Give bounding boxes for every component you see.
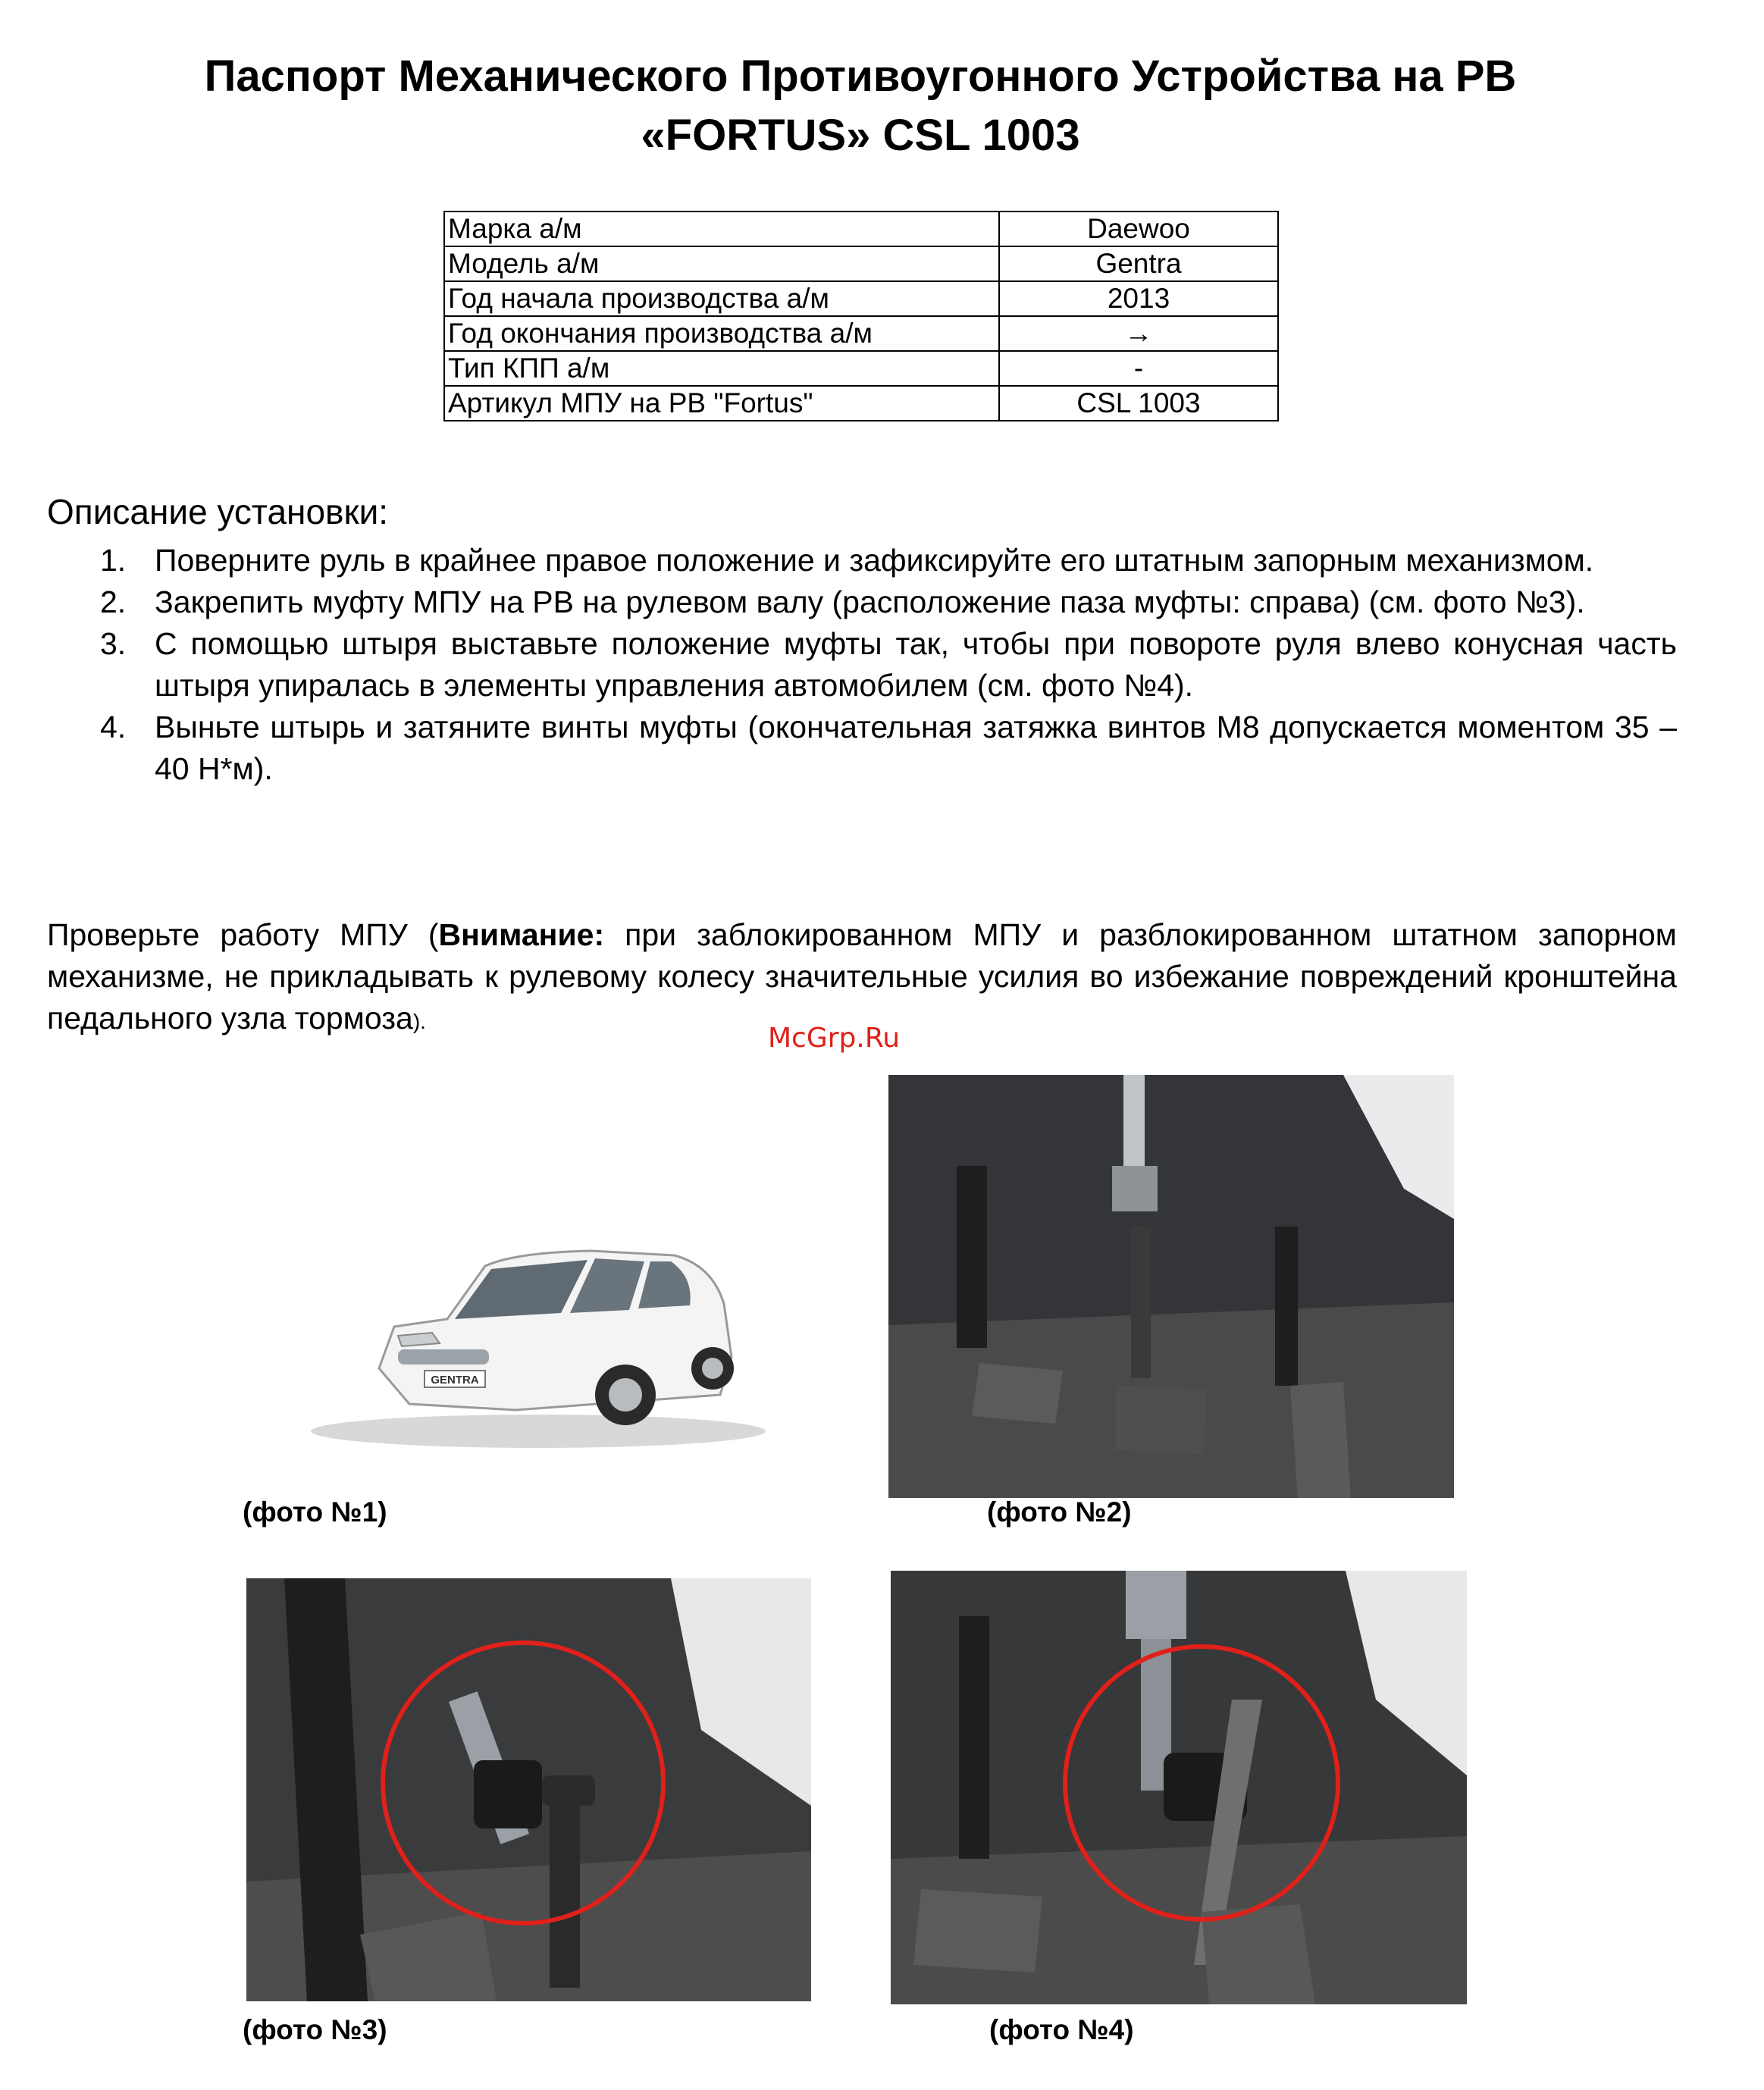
table-row xyxy=(444,212,1278,246)
spec-value: CSL 1003 xyxy=(999,386,1278,421)
pin-scene xyxy=(891,1571,1467,2004)
spec-value: → xyxy=(999,316,1278,351)
table-row xyxy=(444,351,1278,386)
photo-pedals xyxy=(888,1075,1454,1498)
photo-caption: (фото №2) xyxy=(987,1496,1132,1528)
step-number: 1. xyxy=(100,543,127,578)
step-text: Поверните руль в крайнее правое положение и зафиксируйте его штатным запорным механизмом. xyxy=(155,543,1594,578)
car-badge: GENTRA xyxy=(431,1374,479,1387)
spec-label: Артикул МПУ на РВ "Fortus" xyxy=(444,386,999,421)
photo-caption: (фото №3) xyxy=(243,2014,387,2045)
table-row xyxy=(444,386,1278,421)
spec-value: 2013 xyxy=(999,281,1278,316)
watermark: McGrp.Ru xyxy=(768,1023,901,1054)
installation-heading: Описание установки: xyxy=(47,492,389,531)
step-number: 2. xyxy=(100,584,127,619)
title-line-1: Паспорт Механического Противоугонного Устройства на РВ xyxy=(204,52,1517,101)
table-row xyxy=(444,246,1278,281)
step-text: Выньте штырь и затяните винты муфты (окончательная затяжка винтов М8 допускается моментом 35 – 40 Н*м). xyxy=(155,710,1677,786)
spec-value: Gentra xyxy=(999,246,1278,281)
spec-label: Год начала производства а/м xyxy=(444,281,999,316)
installation-steps xyxy=(47,540,1677,790)
vehicle-spec-table xyxy=(443,211,1279,421)
spec-label: Год окончания производства а/м xyxy=(444,316,999,351)
list-item xyxy=(47,581,1677,623)
spec-value: - xyxy=(999,351,1278,386)
spec-label: Модель а/м xyxy=(444,246,999,281)
list-item xyxy=(47,623,1677,707)
step-text: С помощью штыря выставьте положение муфты так, чтобы при повороте руля влево конусная часть штыря упиралась в элементы управления автомобилем (см. фото №4). xyxy=(155,626,1677,703)
note-prefix: Проверьте работу МПУ ( xyxy=(47,917,439,952)
note-attention-label: Внимание: xyxy=(438,917,605,952)
photo-caption: (фото №1) xyxy=(243,1496,387,1528)
spec-value: Daewoo xyxy=(999,212,1278,246)
table-row xyxy=(444,316,1278,351)
step-text: Закрепить муфту МПУ на РВ на рулевом валу (расположение паза муфты: справа) (см. фото №3). xyxy=(155,584,1585,619)
step-number: 4. xyxy=(100,710,127,744)
spec-label: Тип КПП а/м xyxy=(444,351,999,386)
page-title xyxy=(0,47,1721,165)
coupling-scene xyxy=(246,1578,811,2001)
photo-car xyxy=(288,1205,773,1455)
photo-coupling-installed xyxy=(246,1578,811,2001)
table-row xyxy=(444,281,1278,316)
photo-caption: (фото №4) xyxy=(989,2014,1134,2045)
title-line-2: «FORTUS» CSL 1003 xyxy=(641,111,1080,160)
step-number: 3. xyxy=(100,626,127,661)
photo-pin-position xyxy=(891,1571,1467,2004)
note-body: при заблокированном МПУ и разблокированном штатном запорном механизме, не прикладывать к рулевому колесу значительные усилия во избежание повреждений кронштейна педального узла тормоза xyxy=(47,917,1677,1036)
pedal-scene xyxy=(888,1075,1454,1498)
car-illustration xyxy=(288,1205,773,1455)
note-suffix: ). xyxy=(412,1010,426,1033)
spec-label: Марка а/м xyxy=(444,212,999,246)
list-item xyxy=(47,707,1677,790)
list-item xyxy=(47,540,1677,581)
